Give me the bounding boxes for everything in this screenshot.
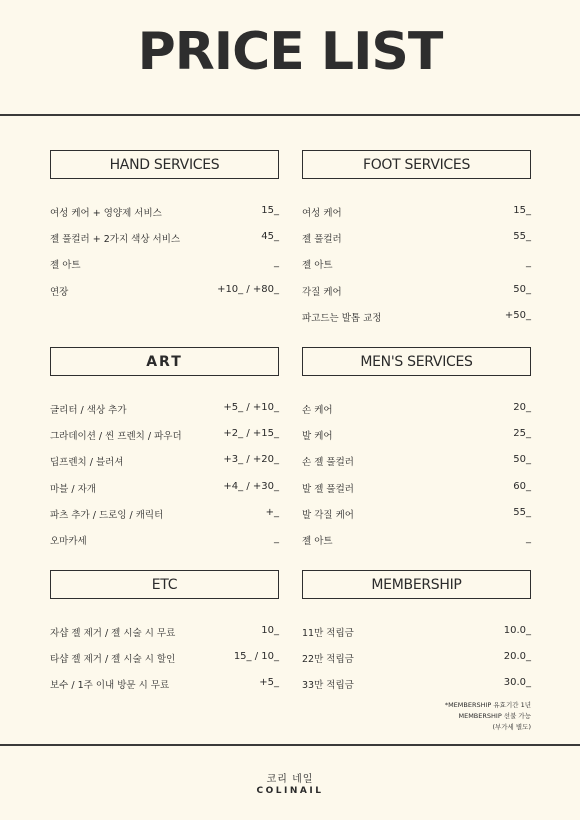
list-item <box>302 205 531 231</box>
list-item <box>50 454 279 480</box>
list-item <box>302 651 531 677</box>
footer-brand-english: COLINAIL <box>256 786 324 796</box>
membership-notes <box>302 700 531 733</box>
membership-note: (부가세 별도) <box>492 723 531 731</box>
item-price: _ <box>274 257 279 269</box>
item-name: 오마카세 <box>50 535 87 547</box>
item-price: +4_ / +30_ <box>223 480 279 492</box>
list-item <box>50 507 279 533</box>
item-price: 50_ <box>513 454 531 466</box>
list-item <box>50 481 279 507</box>
list-item <box>50 428 279 454</box>
item-price: 55_ <box>513 231 531 243</box>
item-name: 발 각질 케어 <box>302 509 354 521</box>
membership-note: *MEMBERSHIP 유효기간 1년 <box>444 701 531 709</box>
item-name: 발 젤 풀컬러 <box>302 483 354 495</box>
section-art <box>50 347 279 547</box>
item-price: +50_ <box>504 309 531 321</box>
item-name: 글리터 / 색상 추가 <box>50 405 127 416</box>
item-name: 11만 적립금 <box>302 628 354 639</box>
item-price: 15_ <box>513 205 531 216</box>
section-membership <box>302 570 531 731</box>
item-name: 연장 <box>50 286 69 298</box>
list-item <box>302 428 531 454</box>
item-price: _ <box>274 532 279 544</box>
item-price: 45_ <box>261 231 279 243</box>
section-etc <box>50 570 279 692</box>
item-name: 마블 / 자개 <box>50 483 96 495</box>
item-name: 그라데이션 / 씬 프렌치 / 파우더 <box>50 431 182 443</box>
page-title: PRICE LIST <box>137 22 443 82</box>
section-title: MEMBERSHIP <box>302 570 531 599</box>
item-name: 여성 케어 <box>302 208 342 219</box>
item-price: 25_ <box>513 428 531 440</box>
item-name: 여성 케어 + 영양제 서비스 <box>50 208 162 219</box>
list-item <box>50 257 279 283</box>
list-item <box>50 625 279 651</box>
membership-note: MEMBERSHIP 선불 가능 <box>458 712 531 720</box>
item-name: 젤 아트 <box>302 535 333 547</box>
list-item <box>302 533 531 559</box>
list-item <box>50 402 279 428</box>
item-name: 자샵 젤 제거 / 젤 시술 시 무료 <box>50 628 176 639</box>
item-name: 파츠 추가 / 드로잉 / 캐릭터 <box>50 509 164 521</box>
item-price: 50_ <box>513 283 531 295</box>
item-price: +5_ <box>259 677 279 689</box>
item-list <box>302 625 531 704</box>
section-hand <box>50 150 279 298</box>
item-list <box>50 625 279 704</box>
section-title: FOOT SERVICES <box>302 150 531 179</box>
section-title: ART <box>50 347 279 376</box>
list-item <box>50 677 279 703</box>
item-price: 10_ <box>261 625 279 636</box>
item-list <box>302 205 531 336</box>
item-name: 파고드는 발톱 교정 <box>302 312 382 324</box>
item-price: 55_ <box>513 506 531 518</box>
bottom-divider <box>0 744 580 746</box>
list-item <box>302 310 531 336</box>
item-name: 33만 적립금 <box>302 680 354 692</box>
section-foot <box>302 150 531 324</box>
item-price: 30.0_ <box>503 677 531 689</box>
item-list <box>50 205 279 310</box>
item-name: 22만 적립금 <box>302 654 354 666</box>
list-item <box>302 284 531 310</box>
item-name: 보수 / 1주 이내 방문 시 무료 <box>50 680 170 692</box>
item-price: _ <box>526 257 531 269</box>
item-name: 젤 아트 <box>302 260 333 272</box>
section-men <box>302 347 531 547</box>
item-name: 각질 케어 <box>302 286 342 298</box>
item-price: _ <box>526 532 531 544</box>
item-name: 발 케어 <box>302 431 333 443</box>
item-name: 손 젤 풀컬러 <box>302 457 354 469</box>
list-item <box>50 231 279 257</box>
item-price: 60_ <box>513 480 531 492</box>
item-price: 20.0_ <box>503 651 531 663</box>
section-title: ETC <box>50 570 279 599</box>
list-item <box>50 533 279 559</box>
item-list <box>302 402 531 559</box>
item-price: +3_ / +20_ <box>223 454 279 466</box>
list-item <box>302 231 531 257</box>
list-item <box>50 651 279 677</box>
item-list <box>50 402 279 559</box>
item-price: +2_ / +15_ <box>223 428 279 440</box>
item-price: +5_ / +10_ <box>223 402 279 413</box>
item-name: 젤 풀컬러 <box>302 234 342 246</box>
item-price: 20_ <box>513 402 531 413</box>
item-price: +_ <box>265 506 279 518</box>
list-item <box>302 481 531 507</box>
item-price: 15_ <box>261 205 279 216</box>
item-name: 손 케어 <box>302 405 333 416</box>
list-item <box>302 507 531 533</box>
item-name: 젤 아트 <box>50 260 81 272</box>
list-item <box>302 402 531 428</box>
item-name: 젤 풀컬러 + 2가지 색상 서비스 <box>50 234 181 246</box>
section-title: MEN'S SERVICES <box>302 347 531 376</box>
item-price: 15_ / 10_ <box>233 651 279 663</box>
list-item <box>302 257 531 283</box>
list-item <box>302 625 531 651</box>
item-name: 딥프렌치 / 블러셔 <box>50 457 124 469</box>
item-name: 타샵 젤 제거 / 젤 시술 시 할인 <box>50 654 176 666</box>
section-title: HAND SERVICES <box>50 150 279 179</box>
footer-brand-korean: 코리 네일 <box>266 774 314 785</box>
item-price: 10.0_ <box>503 625 531 636</box>
list-item <box>302 454 531 480</box>
item-price: +10_ / +80_ <box>217 283 279 295</box>
top-divider <box>0 114 580 116</box>
list-item <box>50 205 279 231</box>
list-item <box>50 284 279 310</box>
